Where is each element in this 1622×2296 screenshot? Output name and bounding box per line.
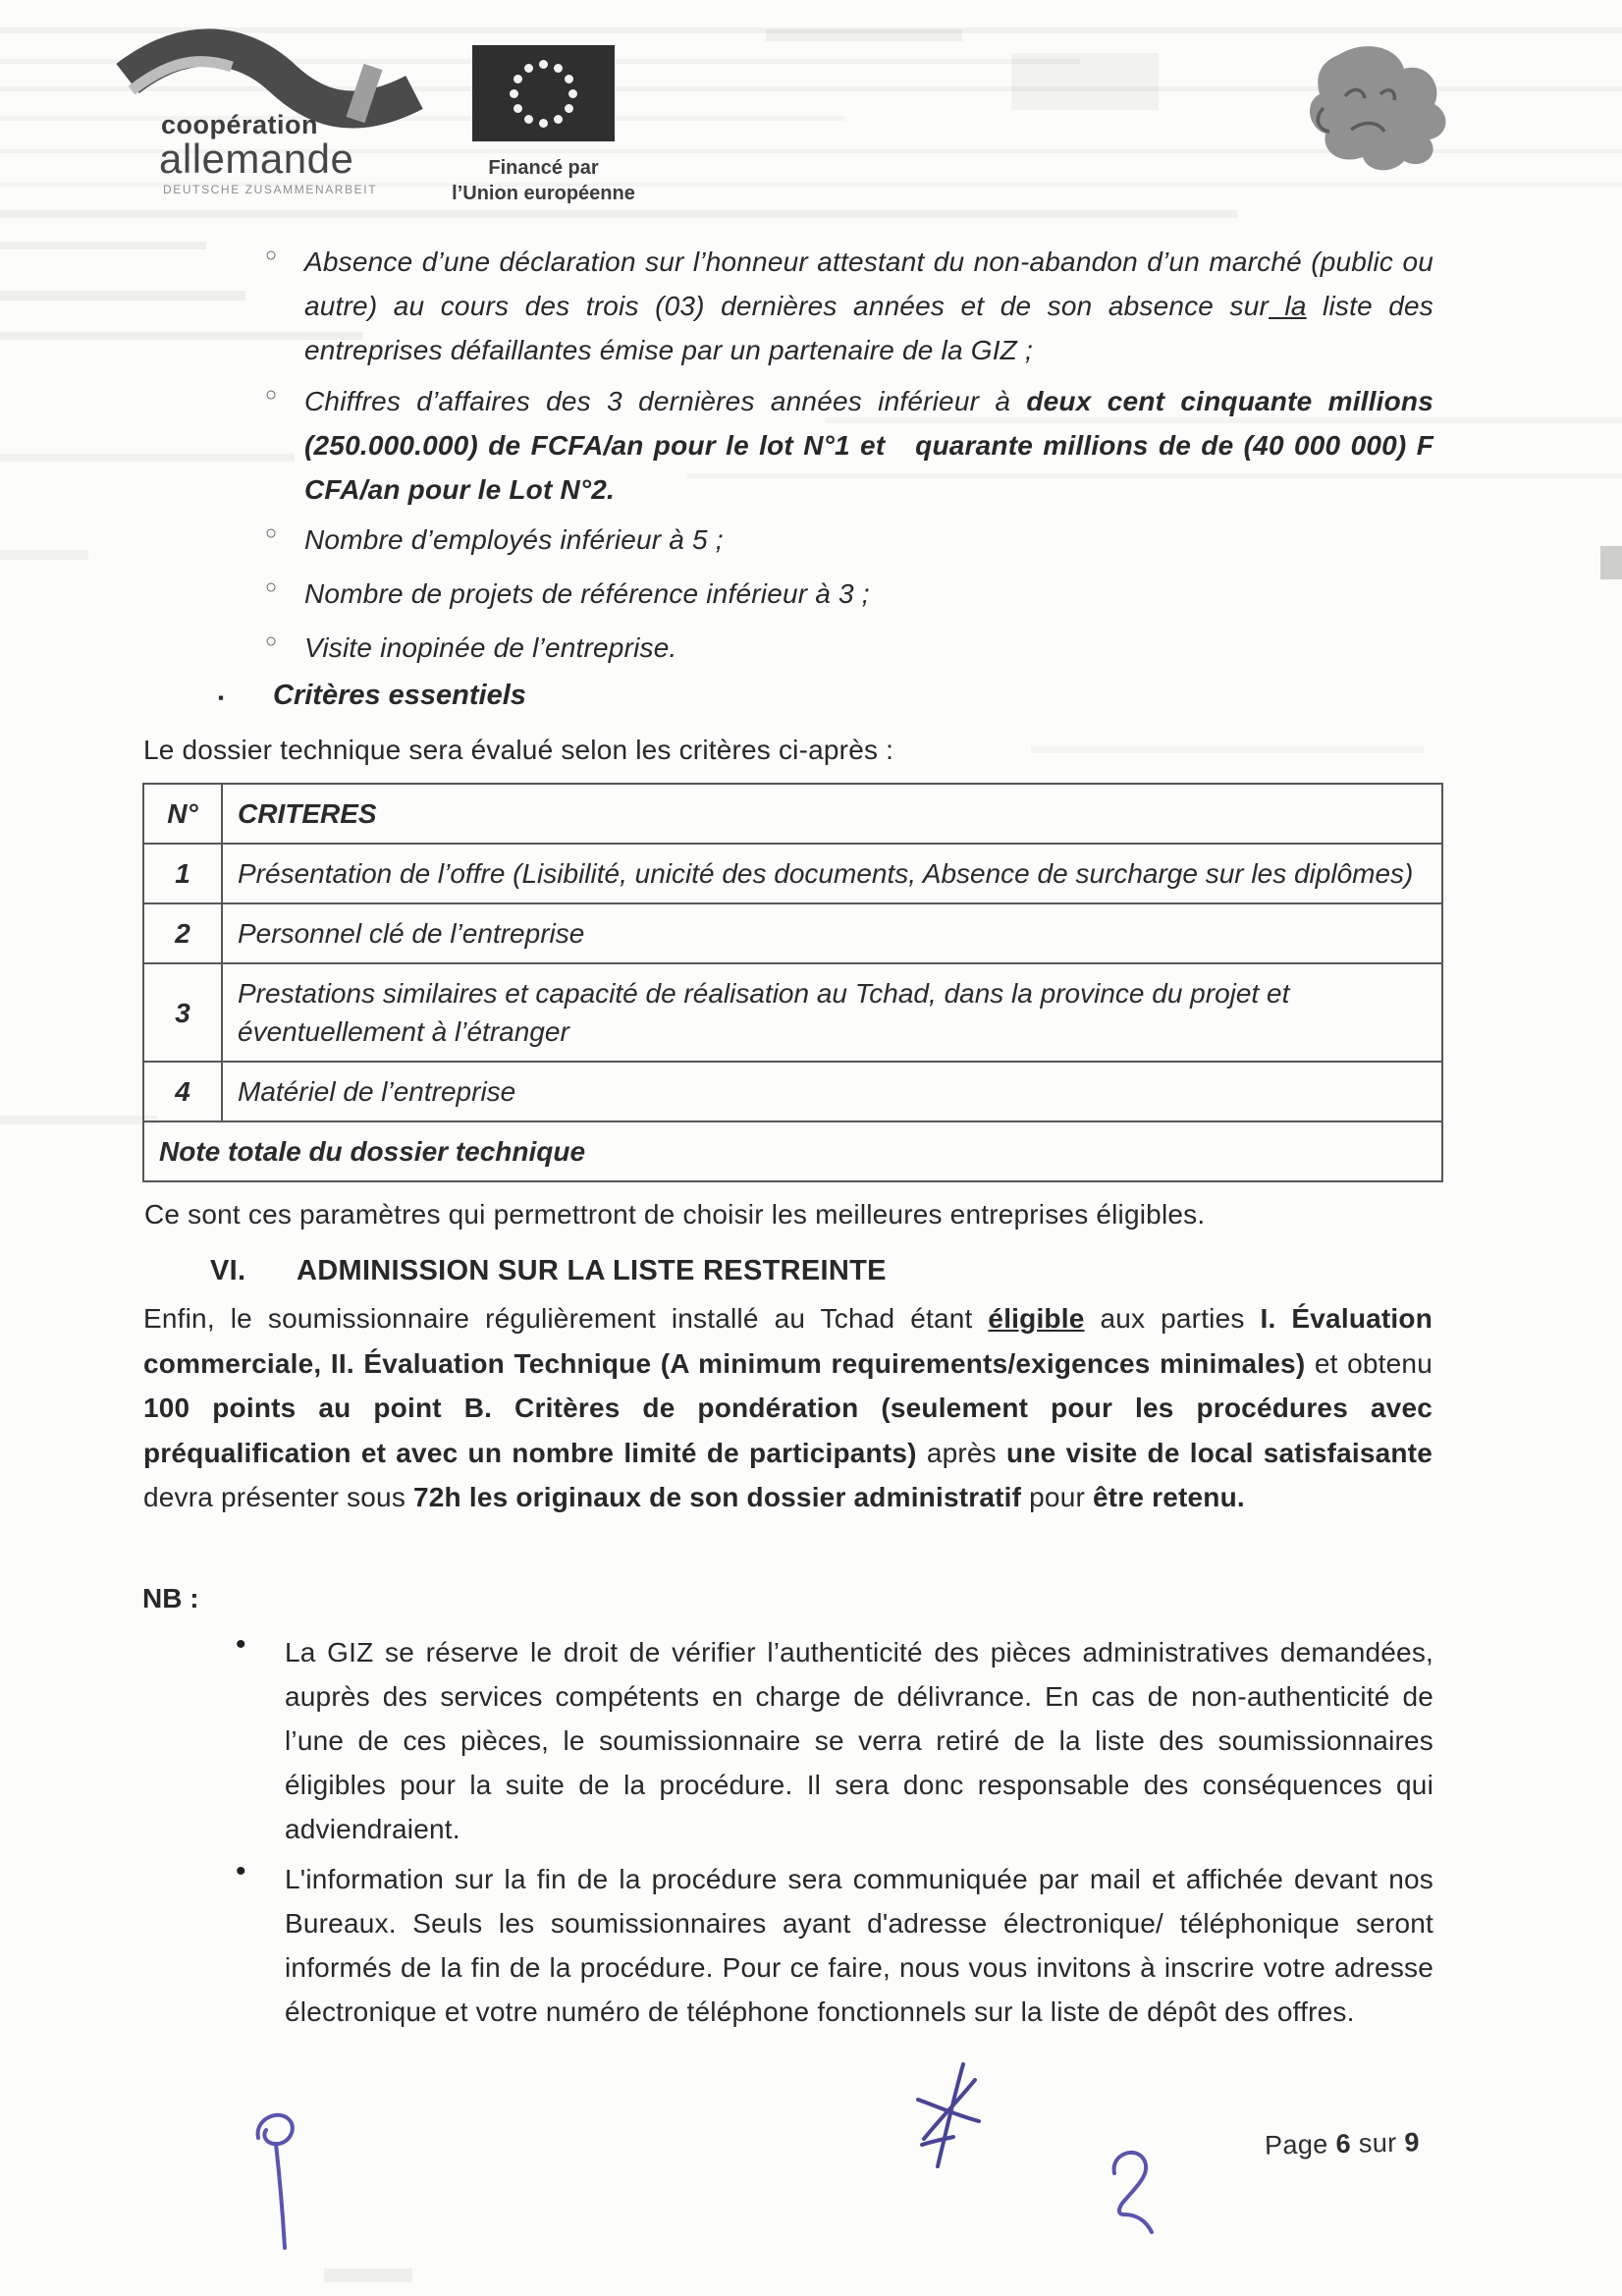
- eu-funding-caption: [443, 155, 644, 206]
- criteres-essentiels-heading: [218, 680, 526, 712]
- circle-bullet-icon: ○: [265, 576, 278, 598]
- circle-bullet-icon: ○: [265, 630, 278, 652]
- section-vi-heading: [210, 1255, 887, 1287]
- table-row: [143, 1062, 1442, 1121]
- row-text: Prestations similaires et capacité de réalisation au Tchad, dans la province du projet et éventuellement à l’étranger: [222, 963, 1442, 1062]
- row-num: 1: [143, 844, 222, 903]
- handwritten-paraph: [229, 2095, 317, 2257]
- list-item: [265, 572, 1433, 616]
- handwritten-star-scribble: [896, 2056, 995, 2174]
- ink-blob-stamp: [1294, 37, 1461, 175]
- section-title: ADMINISSION SUR LA LISTE RESTREINTE: [297, 1255, 887, 1286]
- square-bullet-icon: ▪: [218, 688, 225, 707]
- row-num: 4: [143, 1062, 222, 1121]
- row-text: Présentation de l’offre (Lisibilité, unicité des documents, Absence de surcharge sur les diplômes): [222, 844, 1442, 903]
- list-item: [265, 240, 1433, 372]
- section-number: VI.: [210, 1255, 246, 1286]
- list-item-text: Nombre de projets de référence inférieur à 3 ;: [304, 578, 870, 609]
- disc-bullet-icon: •: [236, 1855, 246, 1887]
- after-table-line: Ce sont ces paramètres qui permettront de choisir les meilleures entreprises éligibles.: [144, 1199, 1206, 1230]
- row-text: Matériel de l’entreprise: [222, 1062, 1442, 1121]
- table-footer-label: Note totale du dossier technique: [143, 1121, 1442, 1181]
- row-num: 3: [143, 963, 222, 1062]
- eu-flag-icon: [472, 45, 615, 141]
- eu-caption-line2: l’Union européenne: [452, 183, 635, 204]
- nb-item-text: La GIZ se réserve le droit de vérifier l’authenticité des pièces administratives demandées, auprès des services compétents en charge de délivrance. En cas de non-authenticité de l’une de ces pièces, le soumissionnaire se verra retiré de la liste des soumissionnaires éligibles pour la suite de la procédure. Il sera donc responsable des conséquences qui adviendraient.: [285, 1637, 1433, 1844]
- circle-bullet-icon: ○: [265, 384, 278, 406]
- col-header-criteres: CRITERES: [222, 784, 1442, 844]
- circle-bullet-icon: ○: [265, 245, 278, 266]
- eu-caption-line1: Financé par: [488, 157, 599, 179]
- table-intro-line: Le dossier technique sera évalué selon les critères ci-après :: [143, 735, 894, 765]
- col-header-num: N°: [143, 784, 222, 844]
- list-item: [265, 626, 1433, 670]
- nb-item-text: L'information sur la fin de la procédure sera communiquée par mail et affichée devant nos Bureaux. Seuls les soumissionnaires ayant d'adresse électronique/ téléphonique seront informés de la fin de la procédure. Pour ce faire, nous vous invitons à inscrire votre adresse électronique et votre numéro de téléphone fonctionnels sur la liste de dépôt des offres.: [285, 1864, 1433, 2027]
- table-header-row: [143, 784, 1442, 844]
- admission-paragraph: Enfin, le soumissionnaire régulièrement installé au Tchad étant éligible aux parties I. Évaluation commerciale, II. Évaluation Technique (A minimum requirements/exigences minimales) et obtenu 100 points au point B. Critères de pondération (seulement pour les procédures avec préqualification et avec un nombre limité de participants) après une visite de local satisfaisante devra présenter sous 72h les originaux de son dossier administratif pour être retenu.: [143, 1303, 1433, 1512]
- coop-logo-line2: allemande: [159, 136, 354, 182]
- table-row: [143, 844, 1442, 903]
- criteres-essentiels-label: Critères essentiels: [273, 680, 526, 711]
- nb-label: NB :: [142, 1583, 199, 1613]
- nb-list-item: [234, 1630, 1433, 1851]
- list-item-text: Chiffres d’affaires des 3 dernières années inférieur à deux cent cinquante millions (250.000.000) de FCFA/an pour le lot N°1 et quarante millions de de (40 000 000) F CFA/an pour le Lot N°2.: [304, 386, 1433, 505]
- list-item-text: Absence d’une déclaration sur l’honneur attestant du non-abandon d’un marché (public ou autre) au cours des trois (03) dernières années et de son absence sur la liste des entreprises défaillantes émise par un partenaire de la GIZ ;: [304, 246, 1433, 365]
- list-item-text: Nombre d’employés inférieur à 5 ;: [304, 524, 724, 555]
- table-row: [143, 903, 1442, 963]
- page-number: Page 6 sur 9: [1264, 2127, 1421, 2160]
- eu-funding-logo: [452, 45, 669, 204]
- criteria-table: [142, 783, 1443, 1182]
- row-text: Personnel clé de l’entreprise: [222, 903, 1442, 963]
- nb-list-item: [234, 1857, 1433, 2034]
- circle-bullet-icon: ○: [265, 522, 278, 544]
- coop-logo-line3: DEUTSCHE ZUSAMMENARBEIT: [163, 183, 378, 196]
- list-item-text: Visite inopinée de l’entreprise.: [304, 632, 677, 663]
- table-row: [143, 963, 1442, 1062]
- list-item: [265, 379, 1433, 512]
- list-item: [265, 518, 1433, 562]
- table-footer-row: [143, 1121, 1442, 1181]
- row-num: 2: [143, 903, 222, 963]
- german-cooperation-logo: [110, 27, 463, 194]
- handwritten-two: [1103, 2144, 1181, 2237]
- disc-bullet-icon: •: [236, 1628, 246, 1661]
- coop-logo-line1: coopération: [161, 110, 319, 139]
